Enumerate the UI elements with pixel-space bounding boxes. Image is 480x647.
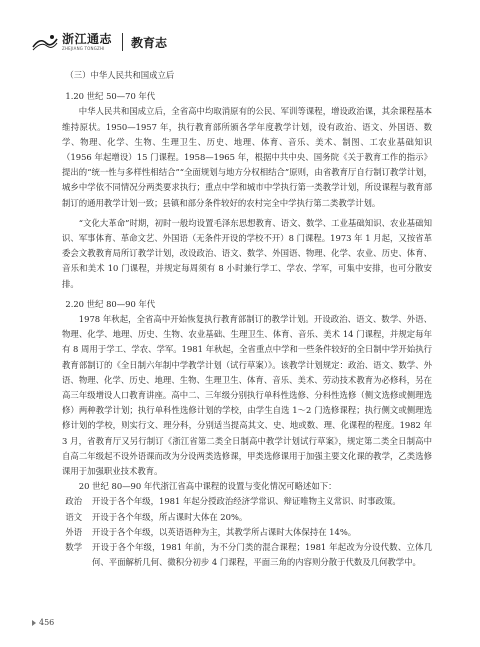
page-footer bbox=[32, 618, 54, 627]
header-divider bbox=[122, 33, 123, 51]
subsection-heading-2: 2.20 世纪 80—90 年代 bbox=[65, 298, 156, 309]
subject-entry-foreign-language bbox=[62, 525, 432, 540]
logo-title: 浙江通志 bbox=[62, 32, 113, 46]
subject-text: 开设于各个年级，以英语语种为主，其教学所占课时大体保持在 14%。 bbox=[92, 526, 357, 537]
paragraph: 20 世纪 80—90 年代浙江省高中课程的设置与变化情况可略述如下： bbox=[78, 481, 337, 492]
subject-entry-politics bbox=[62, 494, 432, 509]
subject-name: 数学 bbox=[65, 542, 83, 553]
section-heading: （三）中华人民共和国成立后 bbox=[65, 70, 175, 80]
subject-text: 开设于各个年级，1981 年起分授政治经济学常识、辩证唯物主义常识、时事政策。 bbox=[92, 496, 401, 507]
paragraph: 1978 年秋起，全省高中开始恢复执行教育部制订的教学计划。开设政治、语文、数学、外语、物理、化学、地理、历史、生物、农业基础、生理卫生、体育、音乐、美术 14 门课程，并规定每年有 8 周用于学工、学农、学军。1981 年秋起，全省重点中学和一些条件较好的全日制中学开始执行教育部制订的《全日制六年制中学教学计划（试行草案）》。该教学计划规定：政治、语文、数学、外语、物理、化学、历史、地理、生物、生理卫生、体育、音乐、美术、劳动技术教育为必修科，另在高三年级增设人口教育讲座。高中二、三年级分别执行单科性选修、分科性选修（侧文选修或侧理选修）两种教学计划；执行单科性选修计划的学校，由学生自选 1～2 门选修课程；执行侧文或侧理选修计划的学校，则实行文、理分科，分别适当提高其文、史、地或数、理、化课程的程度。1982 年 3 月，省教育厅又另行制订《浙江省第二类全日制高中教学计划试行草案》，规定第二类全日制高中自高二年级起不设外语课而改为分设两类选修课，甲类选修课用于加强主要文化课的教学，乙类选修课用于加强职业技术教育。 bbox=[62, 314, 432, 477]
subject-name: 语文 bbox=[65, 511, 83, 522]
logo-text bbox=[62, 33, 112, 51]
subject-entry-math bbox=[62, 540, 432, 570]
subject-text: 开设于各个年级，所占课时大体在 20%。 bbox=[92, 511, 248, 522]
subject-name: 外语 bbox=[65, 526, 83, 537]
page-header bbox=[32, 32, 440, 52]
page-marker-icon bbox=[32, 620, 36, 626]
subject-text: 开设于各个年级，1981 年前，为不分门类的混合课程；1981 年起改为分设代数、立体几何、平面解析几何、微积分初步 4 门课程，平面三角的内容则分散于代数及几何教学中。 bbox=[92, 542, 432, 568]
volume-title: 教育志 bbox=[131, 35, 168, 50]
paragraph: 中华人民共和国成立后，全省高中均取消原有的公民、军训等课程，增设政治课，其余课程基本维持原状。1950—1957 年，执行教育部所颁各学年度教学计划，设有政治、语文、外国语、数学、物理、化学、生物、生理卫生、历史、地理、体育、音乐、美术、制图、工农业基础知识（1956 年起增设）15 门课程。1958—1965 年，根据中共中央、国务院《关于教育工作的指示》提出的“统一性与多样性相结合”“全面规划与地方分权相结合”原则，由省教育厅自行制订教学计划，城乡中学依不同情况分两类要求执行；重点中学和城市中学执行第一类教学计划，所设课程与教育部制订的通用教学计划一致；县镇和部分条件较好的农村完全中学执行第二类教学计划。 bbox=[62, 106, 432, 208]
page-body bbox=[62, 68, 432, 571]
subsection-heading-1: 1.20 世纪 50—70 年代 bbox=[65, 91, 156, 102]
subject-entry-chinese bbox=[62, 510, 432, 525]
subject-name: 政治 bbox=[65, 496, 83, 507]
paragraph: “文化大革命”时期，初时一般均设置毛泽东思想教育、语文、数学、工业基础知识、农业基础知识、军事体育、革命文艺、外国语（无条件开设的学校不开）8 门课程。1973 年 1 月起，又按省革委会文教教育局所订教学计划，改设政治、语文、数学、外国语、物理、化学、农业、历史、体育、音乐和美术 10 门课程，并规定每周须有 8 小时兼行学工、学农、学军，可集中安排，也可分散安排。 bbox=[62, 217, 432, 289]
logo-subtitle: ZHEJIANG TONGZHI bbox=[62, 46, 105, 51]
page-number: 456 bbox=[39, 618, 55, 627]
logo-icon bbox=[32, 33, 58, 51]
